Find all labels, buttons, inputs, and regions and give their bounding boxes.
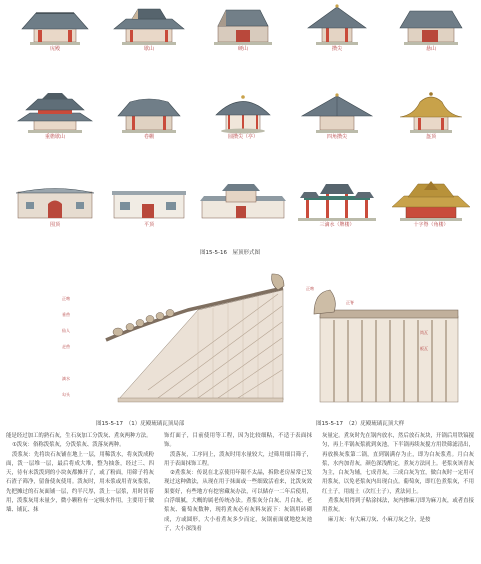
part-label: 仙人 (62, 328, 70, 333)
zhengwen-ornament (314, 290, 335, 314)
part-label: 正脊 (346, 300, 354, 305)
paragraph: 灰量定。煮灰时先在锅内放水，然后放石灰块，开锅后用铁镐搅匀，再上半锅灰浆就到灰池，下半锅再续灰搅方用铁筛滤清出，再放换灰浆第二锅，直到锅满存为止，即为白灰浆煮。月白灰浆，水内加青灰，颜色深浅酌定，煮灰方法同上。老浆灰该青灰为主，白灰为辅，七成青灰，三成白灰为宜，做白灰时一定用可用浆灰，以免老浆灰内出现白点。葡萄灰，即红色煮浆灰，不用红土子，用霞土（次红土子），煮法同上。 (322, 433, 474, 495)
paragraph: 麻刀灰：有大麻刀灰、小麻刀灰之分，是按 (327, 516, 431, 523)
body-text-column-1 (6, 432, 154, 562)
roof-cell-yuan-cuanjian (196, 90, 290, 140)
part-label: 走兽 (62, 344, 70, 349)
cuanjian-roof-illustration (290, 2, 384, 46)
zhengwen-ornament (272, 274, 284, 290)
figure-16-caption: 图15-5-16 屋顶形式图 (200, 250, 260, 256)
roof-label: 平顶 (143, 222, 154, 228)
pingding-roof-illustration (102, 178, 196, 222)
roof-cell-shiziji (384, 178, 478, 228)
roof-cell-wudian (8, 2, 102, 52)
roof-label: 悬山 (425, 46, 436, 52)
roof-cell-paifang (290, 178, 384, 228)
roof-label: 十字脊（角楼） (413, 222, 449, 228)
ridge-beasts (113, 310, 174, 337)
wudian-glazed-roof-section (78, 270, 308, 410)
paragraph: 泼落灰，工序同上，泼灰时用水量较大，过筛用细目筛子，用于表面抹饰工程。 (164, 451, 312, 467)
xieshan-roof-illustration (102, 2, 196, 46)
roof-label: 圆攒尖（亭） (227, 134, 258, 140)
part-label: 正吻 (306, 286, 314, 291)
part-label: 筒瓦 (420, 330, 428, 335)
part-label: 勾头 (62, 392, 70, 397)
eave-tiles (118, 398, 283, 402)
roof-cell-juanpeng (102, 90, 196, 140)
roof-label: 四角攒尖 (326, 134, 347, 140)
roof-cell-xuanshan (384, 2, 478, 52)
roof-types-figure (8, 2, 476, 246)
figure-17-right-caption: 图15-5-17 （2）庑殿琉璃瓦顶大样 (316, 421, 405, 427)
roof-cell-xieshan (102, 2, 196, 52)
paragraph: 煮浆灰用得到子粘涂抹法，灰内掺麻刀即为麻刀灰，或者直接用煮灰。 (322, 498, 474, 514)
roof-label: 重檐歇山 (44, 134, 65, 140)
chongyan-xieshan-roof-illustration (8, 90, 102, 134)
roof-label: 歇山 (143, 46, 154, 52)
xuanshan-roof-illustration (384, 2, 478, 46)
roof-detail-right (310, 286, 460, 406)
part-label: 板瓦 (420, 346, 428, 351)
roof-label: 盔顶 (425, 134, 436, 140)
body-text-column-3 (322, 432, 474, 562)
roof-cell-chongyan-xieshan (8, 90, 102, 140)
wudian-roof-illustration (8, 2, 102, 46)
roof-cell-sijiao-cuanjian (290, 90, 384, 140)
yuan-cuanjian-pavilion-illustration (196, 90, 290, 134)
kuiding-roof-illustration (384, 90, 478, 134)
courtyard-wall-illustration (196, 178, 290, 222)
paragraph: 饰灯面子，目前使用等工程，因为比较细粘，不适于表面抹饰。 (164, 433, 312, 449)
roof-cell-cuanjian (290, 2, 384, 52)
figure-17-left-caption: 图15-5-17 （1）庑殿琉璃瓦顶局部 (96, 421, 185, 427)
paragraph: 泼浆灰：先将块石灰铺在地上一层，用稀泼水，将灰泼成粉面，泼一层堆一层，最后将成大堆，整为抽条，经过三、四天，待有未泼泼到的小块灰都摊开了，或了粉面，用筛子将灰石渣子筛净，留备使灰使用。泼灰时，用未浆或用青灰浆浆，先把摊过的石灰面铺一层，约半尺厚，泼上一层浆，用时切着用，泼浆灰用未量少，微小颗粒有一定吸水作用，主要用于做墙、铺瓦、抹 (6, 451, 154, 514)
paragraph: 能是经过加工的熟石灰，生石灰加工分泼灰、煮灰两种方法。 (6, 433, 152, 439)
paifang-illustration (290, 178, 384, 222)
juanpeng-roof-illustration (102, 90, 196, 134)
roof-label: 硬山 (237, 46, 248, 52)
roof-detail-left (78, 270, 308, 410)
roof-label (196, 222, 290, 228)
roof-cell-wall (196, 178, 290, 228)
roof-label: 攒尖 (331, 46, 342, 52)
shiziji-corner-tower-illustration (384, 178, 478, 222)
roof-label: 囤顶 (49, 222, 60, 228)
roof-cell-pingding (102, 178, 196, 228)
sijiao-cuanjian-roof-illustration (290, 90, 384, 134)
main-ridge (320, 310, 458, 318)
roof-label: 庑殿 (49, 46, 60, 52)
dunding-roof-illustration (8, 178, 102, 222)
part-label: 滴水 (62, 376, 70, 381)
roof-cell-dunding (8, 178, 102, 228)
roof-label: 卷棚 (143, 134, 154, 140)
yingshan-roof-illustration (196, 2, 290, 46)
roof-cell-yingshan (196, 2, 290, 52)
roof-cell-kuiding (384, 90, 478, 140)
roof-label: 三滴水（牌楼） (319, 222, 355, 228)
body-text-column-2 (164, 432, 312, 562)
wudian-glazed-roof-closeup (310, 286, 460, 406)
part-label: 垂兽 (62, 312, 70, 317)
paragraph: ②煮浆灰：传说在北京使用年限不太晶，拆除老房屋常已发现过这种做法，从现在用于抹面或一些细致活看来，比泼灰效果要好，有些地方有挖窖藏灰办法，可以储存一二年后使用，白浮细腻，大概的属老传统办法。煮浆灰分白灰、月白灰、老浆灰、葡萄灰数种，现将煮灰必有灰料灰液下：灰锅用砖砌成，方或圆形，大小看煮灰多少而定，灰锅前面就地挖灰池子，大小深浅看 (164, 470, 312, 532)
paragraph: ①泼灰：俗称泼浆灰，分泼浆灰、泼落灰两种。 (11, 442, 125, 449)
part-label: 正吻 (62, 296, 70, 301)
